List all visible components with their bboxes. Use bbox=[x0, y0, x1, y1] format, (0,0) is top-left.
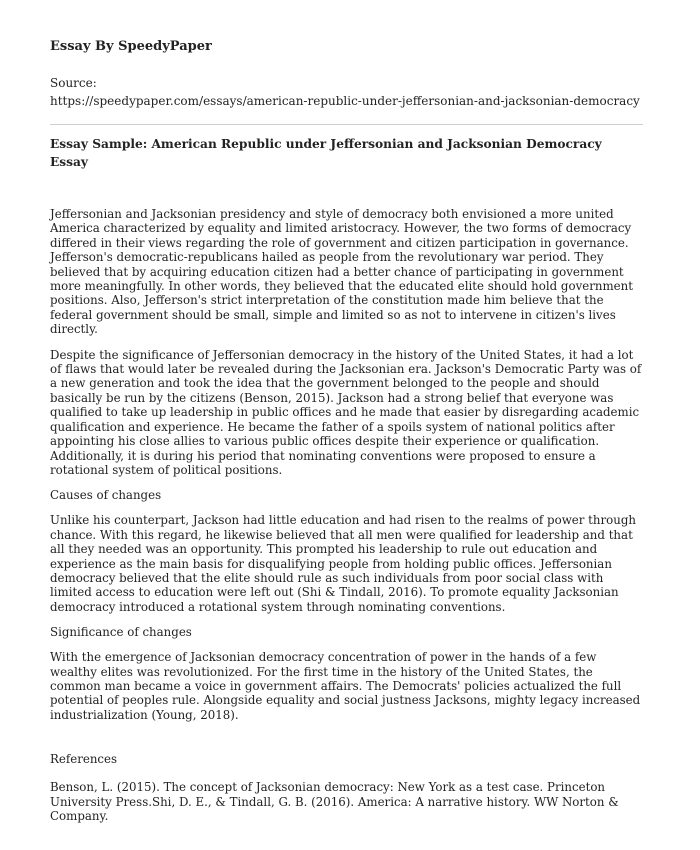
essay-title: Essay Sample: American Republic under Jeffersonian and Jacksonian Democracy Essay bbox=[50, 137, 602, 169]
essay-paragraph: With the emergence of Jacksonian democracy concentration of power in the hands of a few wealthy elites was revolutionized. For the first time in the history of the United States, the common man became a voice in government affairs. The Democrats' policies actualized the full potential of peoples rule. Alongside equality and social justness Jacksons, mighty legacy increased industrialization (Young, 2018). bbox=[50, 650, 641, 722]
section-heading-causes: Causes of changes bbox=[50, 488, 162, 503]
essay-paragraph: Unlike his counterpart, Jackson had little education and had risen to the realms of power through chance. With this regard, he likewise believed that all men were qualified for leadership and that all they needed was an opportunity. This prompted his leadership to rule out education and experience as the main basis for disqualifying people from holding public offices. Jeffersonian democracy believed that the elite should rule as such individuals from poor social class with limited access to education were left out (Shi & Tindall, 2016). To promote equality Jacksonian democracy introduced a rotational system through nominating conventions. bbox=[50, 513, 636, 614]
essay-paragraph: Jeffersonian and Jacksonian presidency and style of democracy both envisioned a more united America characterized by equality and limited aristocracy. However, the two forms of democracy differed in their views regarding the role of government and citizen participation in governance. Jefferson's democratic-republicans hailed as people from the revolutionary war period. They believed that by acquiring education citizen had a better chance of participating in government more meaningfully. In other words, they believed that the educated elite should hold government positions. Also, Jefferson's strict interpretation of the constitution made him believe that the federal government should be small, simple and limited so as not to intervene in citizen's lives directly. bbox=[50, 207, 633, 337]
source-label: Source: bbox=[50, 76, 97, 90]
essay-paragraph: Despite the significance of Jeffersonian democracy in the history of the United States, it had a lot of flaws that would later be revealed during the Jacksonian era. Jackson's Democratic Party was of a new generation and took the idea that the government belonged to the people and should basically be run by the citizens (Benson, 2015). Jackson had a strong belief that everyone was qualified to take up leadership in public offices and he made that easier by disregarding academic qualification and experience. He became the father of a spoils system of national politics after appointing his close allies to various public offices despite their experience or qualification. Additionally, it is during his period that nominating conventions were proposed to ensure a rotational system of political positions. bbox=[50, 347, 642, 477]
essay-author-line: Essay By SpeedyPaper bbox=[50, 39, 212, 54]
section-heading-significance: Significance of changes bbox=[50, 625, 192, 640]
reference-entry: Benson, L. (2015). The concept of Jacksonian democracy: New York as a test case. Princeton University Press.Shi, D. E., & Tindall, G. B. (2016). America: A narrative history. WW Norton & Company. bbox=[50, 780, 619, 823]
header-divider bbox=[50, 124, 643, 125]
source-url: https://speedypaper.com/essays/american-republic-under-jeffersonian-and-jacksonian-democracy bbox=[50, 94, 640, 108]
source-block bbox=[50, 74, 643, 110]
references-heading: References bbox=[50, 752, 118, 767]
